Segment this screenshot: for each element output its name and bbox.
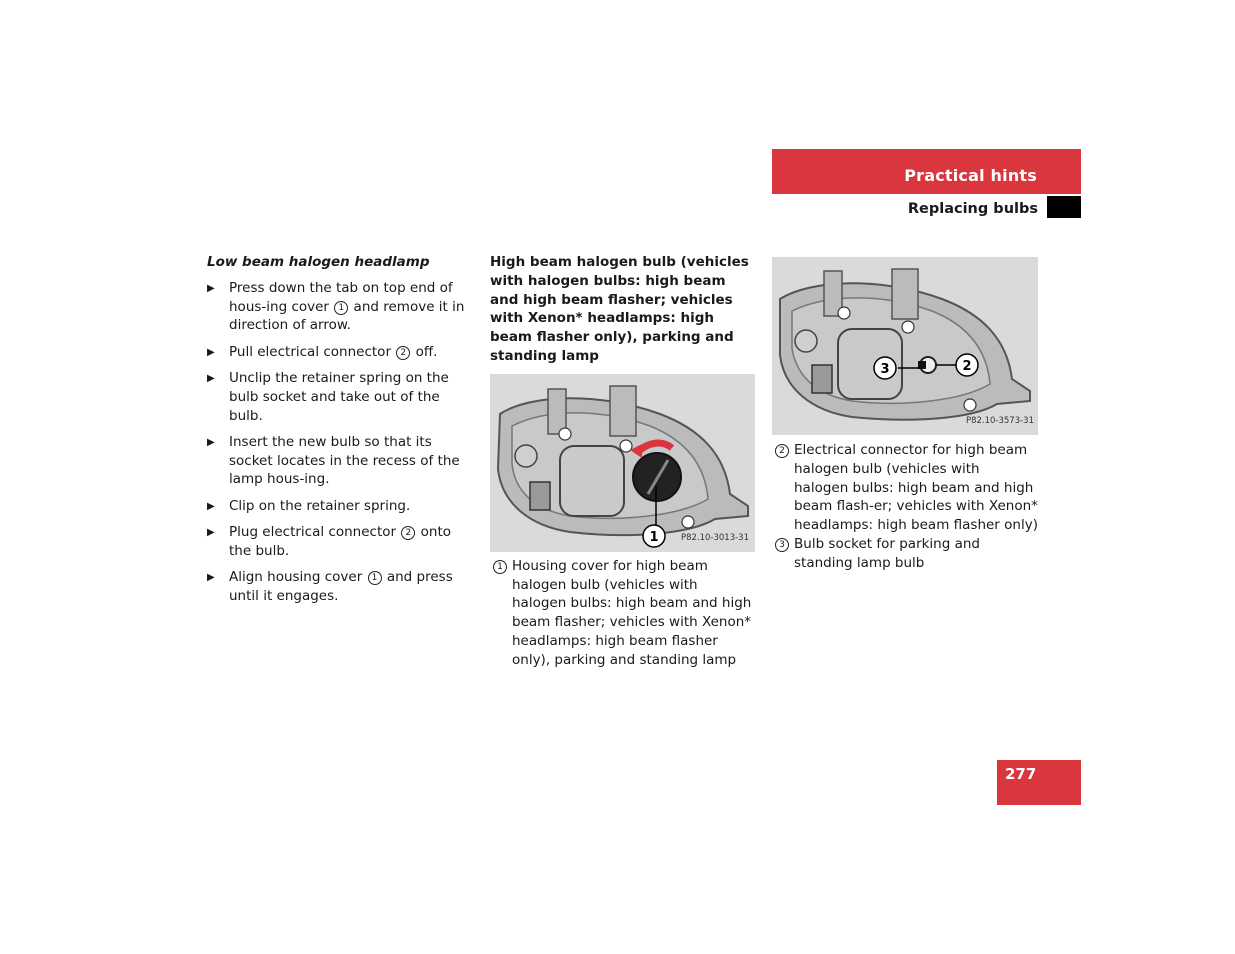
figure-legend — [490, 557, 755, 670]
subsection-title: Replacing bulbs — [907, 201, 1038, 217]
bullet-arrow-icon: ▶ — [207, 572, 215, 584]
instruction-step — [207, 369, 477, 425]
high-beam-section — [490, 253, 755, 670]
reference-number: 2 — [401, 526, 415, 540]
reference-number: 1 — [334, 301, 348, 315]
step-text: Press down the tab on top end of hous-ing cover — [229, 279, 453, 315]
section-header-bar — [772, 149, 1081, 194]
figure-code: P82.10-3013-31 — [680, 532, 749, 543]
headlamp-illustration-rear — [772, 257, 1038, 435]
instruction-step — [207, 279, 477, 335]
legend-item — [772, 441, 1038, 535]
bullet-arrow-icon: ▶ — [207, 346, 215, 358]
page-number-box — [997, 760, 1081, 805]
figure-legend — [772, 441, 1038, 573]
headlamp-illustration — [490, 374, 755, 552]
step-list — [207, 279, 477, 606]
step-text: off. — [411, 343, 438, 360]
step-text: Clip on the retainer spring. — [229, 497, 411, 514]
bullet-arrow-icon: ▶ — [207, 282, 215, 294]
step-text: and press until it engages. — [229, 569, 453, 604]
page-number: 277 — [1005, 765, 1037, 783]
low-beam-heading: Low beam halogen headlamp — [207, 254, 430, 270]
legend-item — [772, 535, 1038, 573]
low-beam-instructions — [207, 253, 477, 613]
step-text: Plug electrical connector — [229, 524, 401, 541]
instruction-step — [207, 523, 477, 561]
step-text: Unclip the retainer spring on the bulb socket and take out of the bulb. — [229, 369, 449, 424]
step-text: onto the bulb. — [229, 524, 452, 559]
instruction-step — [207, 343, 477, 362]
legend-number: 1 — [493, 560, 507, 574]
legend-item — [490, 557, 755, 670]
instruction-step — [207, 433, 477, 489]
legend-text: Housing cover for high beam halogen bulb (vehicles with halogen bulbs: high beam and high beam flasher; vehicles with Xenon* headlamps: high beam flasher only), parking and standing lamp — [512, 557, 752, 668]
bullet-arrow-icon: ▶ — [207, 372, 215, 384]
bullet-arrow-icon: ▶ — [207, 527, 215, 539]
high-beam-heading: High beam halogen bulb (vehicles with halogen bulbs: high beam and high beam flasher; vehicles with Xenon* headlamps: high beam flasher only), parking and standing lamp — [490, 254, 749, 364]
instruction-step — [207, 497, 477, 516]
legend-text: Electrical connector for high beam halogen bulb (vehicles with halogen bulbs: high beam and high beam flash-er; vehicles with Xenon* headlamps: high beam flasher only) — [794, 442, 1038, 534]
step-text: and remove it in direction of arrow. — [229, 298, 465, 334]
headlamp-figure-housing-cover — [490, 374, 755, 552]
legend-number: 3 — [775, 538, 789, 552]
instruction-step — [207, 568, 477, 606]
section-title: Practical hints — [904, 166, 1037, 185]
headlamp-figure-connector — [772, 257, 1038, 435]
bullet-arrow-icon: ▶ — [207, 436, 215, 448]
step-text: Pull electrical connector — [229, 343, 396, 360]
step-text: Align housing cover — [229, 569, 367, 586]
thumb-index-tab — [1047, 196, 1081, 218]
reference-number: 1 — [368, 571, 382, 585]
step-text: Insert the new bulb so that its socket locates in the recess of the lamp hous-ing. — [229, 433, 460, 488]
figure-callout-1: 1 — [649, 529, 659, 545]
figure-callout-3: 3 — [880, 362, 890, 377]
figure-callout-2: 2 — [962, 359, 972, 374]
figure-code: P82.10-3573-31 — [965, 416, 1034, 427]
legend-text: Bulb socket for parking and standing lamp bulb — [794, 535, 981, 571]
bullet-arrow-icon: ▶ — [207, 500, 215, 512]
legend-number: 2 — [775, 444, 789, 458]
reference-number: 2 — [396, 346, 410, 360]
connector-section — [772, 257, 1038, 573]
